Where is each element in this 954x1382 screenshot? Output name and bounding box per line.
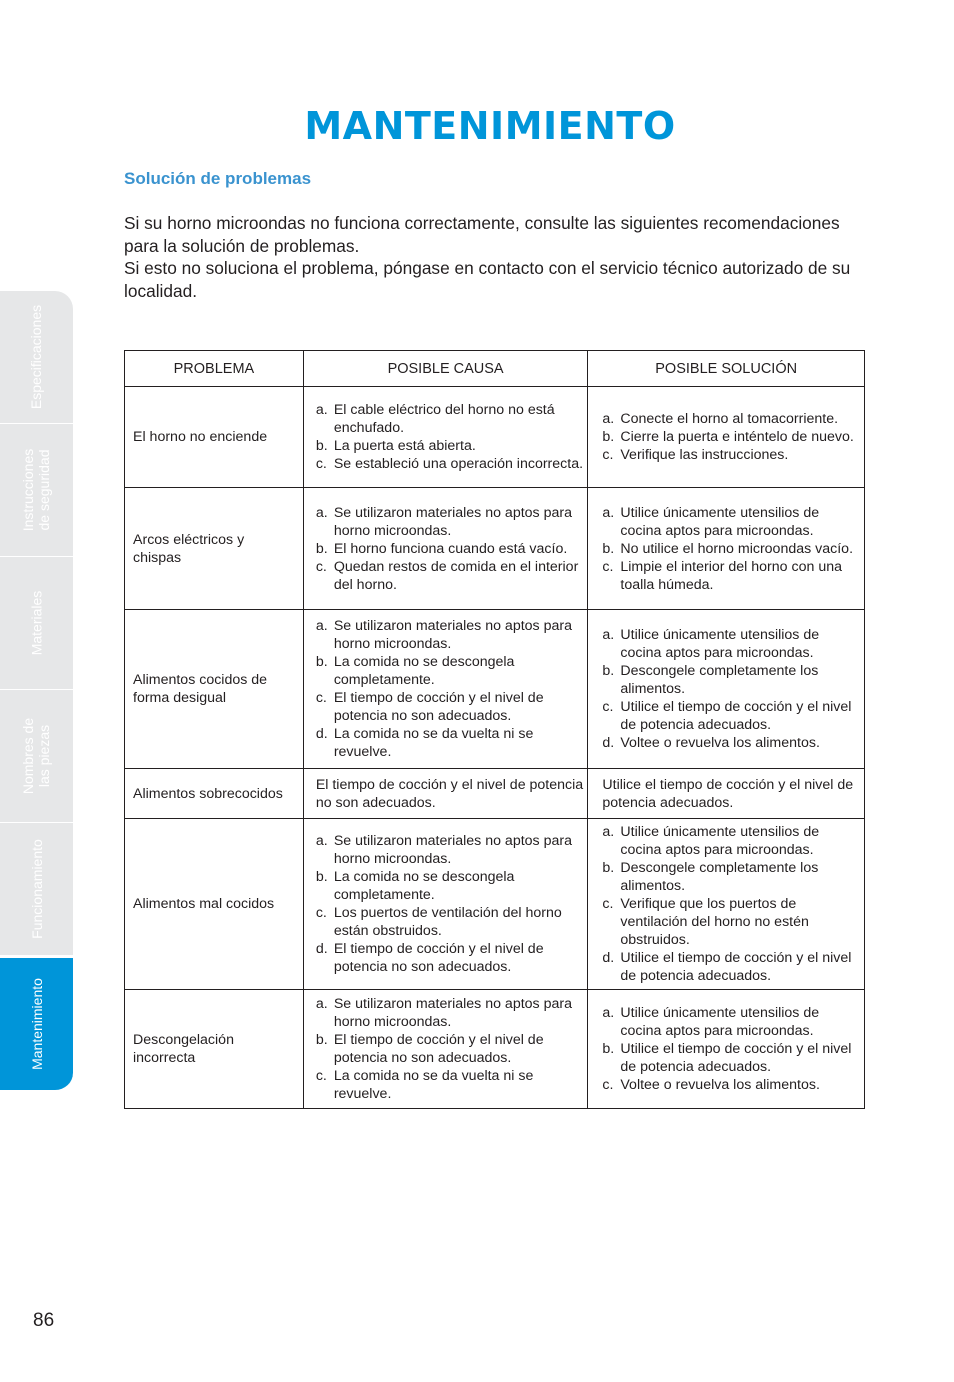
cause-list [316, 504, 584, 594]
list-item-marker: b. [602, 860, 615, 876]
page-number: 86 [33, 1310, 55, 1331]
list-item-text: Se utilizaron materiales no aptos para horno microondas. [333, 504, 572, 539]
header-posible-solucion: POSIBLE SOLUCIÓN [588, 351, 865, 387]
list-item [316, 617, 584, 653]
list-item [316, 437, 584, 455]
troubleshooting-table [124, 350, 865, 1109]
cause-list [316, 832, 584, 976]
list-item-text: La comida no se descongela completamente. [333, 654, 515, 688]
list-item [602, 428, 860, 446]
cause-list [316, 617, 584, 761]
list-item [602, 895, 860, 949]
list-item-marker: a. [315, 504, 328, 521]
list-item [316, 689, 584, 725]
side-navigation [0, 291, 73, 1091]
solution-cell [588, 610, 865, 769]
list-item-marker: b. [315, 654, 328, 670]
list-item-text: Utilice únicamente utensilios de cocina aptos para microondas. [620, 1005, 820, 1039]
list-item-text: El tiempo de cocción y el nivel de potencia no son adecuados. [333, 941, 544, 975]
solution-list [602, 410, 860, 464]
list-item-text: El tiempo de cocción y el nivel de potencia no son adecuados. [333, 690, 544, 724]
solution-cell [588, 387, 865, 488]
problem-cell: Alimentos sobrecocidos [125, 769, 304, 819]
list-item-text: Utilice únicamente utensilios de cocina aptos para microondas. [620, 627, 820, 661]
list-item [316, 1031, 584, 1067]
list-item-text: La comida no se descongela completamente. [333, 869, 515, 903]
list-item-marker: b. [602, 1041, 615, 1057]
solution-cell [588, 819, 865, 990]
list-item-text: La puerta está abierta. [333, 438, 476, 454]
list-item-text: Conecte el horno al tomacorriente. [620, 411, 839, 427]
list-item-text: La comida no se da vuelta ni se revuelve. [333, 1068, 534, 1102]
list-item-text: Cierre la puerta e inténtelo de nuevo. [620, 429, 854, 445]
table-header-row [125, 351, 865, 387]
list-item [316, 725, 584, 761]
list-item [602, 1004, 860, 1040]
list-item [602, 734, 860, 752]
list-item-text: El horno funciona cuando está vacío. [333, 540, 568, 557]
list-item-text: Descongele completamente los alimentos. [620, 663, 819, 697]
list-item [316, 401, 584, 437]
list-item-text: El tiempo de cocción y el nivel de potencia no son adecuados. [333, 1032, 544, 1066]
problem-cell: Arcos eléctricos y chispas [125, 488, 304, 610]
solution-cell [588, 488, 865, 610]
list-item-marker: b. [315, 1032, 328, 1048]
list-item-text: Descongele completamente los alimentos. [620, 860, 819, 894]
list-item-marker: c. [602, 699, 614, 715]
side-tab-label: Nombres de las piezas [20, 717, 53, 795]
solution-cell [588, 990, 865, 1109]
list-item-text: El cable eléctrico del horno no está enchufado. [333, 402, 555, 436]
list-item-marker: a. [602, 411, 615, 427]
cause-cell [303, 610, 588, 769]
list-item-text: Voltee o revuelva los alimentos. [620, 735, 820, 751]
list-item [602, 662, 860, 698]
intro-text [124, 212, 864, 302]
side-tab-label: Materiales [28, 590, 45, 656]
table-row [125, 610, 865, 769]
list-item [602, 949, 860, 985]
list-item [316, 504, 584, 540]
list-item-marker: c. [602, 558, 614, 575]
list-item [602, 540, 860, 558]
list-item-marker: b. [315, 438, 328, 454]
problem-cell: El horno no enciende [125, 387, 304, 488]
side-tab-label: Instrucciones de seguridad [20, 448, 53, 532]
list-item [602, 859, 860, 895]
list-item [316, 832, 584, 868]
list-item [316, 940, 584, 976]
list-item-marker: d. [602, 735, 615, 751]
list-item-marker: a. [602, 504, 615, 521]
list-item-marker: a. [602, 627, 615, 643]
list-item-marker: b. [315, 540, 328, 557]
list-item [602, 1040, 860, 1076]
list-item-text: La comida no se da vuelta ni se revuelve. [333, 726, 534, 760]
list-item [602, 626, 860, 662]
cause-cell [303, 387, 588, 488]
table-row [125, 819, 865, 990]
list-item-marker: c. [602, 896, 614, 912]
list-item-text: Limpie el interior del horno con una toalla húmeda. [620, 558, 842, 593]
list-item-text: Voltee o revuelva los alimentos. [620, 1077, 820, 1093]
side-tab-label: Funcionamiento [28, 839, 45, 939]
list-item-marker: a. [315, 618, 328, 634]
table-row [125, 769, 865, 819]
cause-cell: El tiempo de cocción y el nivel de potencia no son adecuados. [303, 769, 588, 819]
list-item-text: Se estableció una operación incorrecta. [333, 456, 584, 472]
side-tab-especificaciones[interactable] [0, 291, 73, 424]
list-item-marker: c. [315, 905, 327, 921]
list-item-marker: b. [602, 540, 615, 557]
list-item-marker: a. [315, 402, 328, 418]
list-item-marker: d. [315, 726, 328, 742]
list-item [316, 995, 584, 1031]
solution-list [602, 626, 860, 752]
cause-cell [303, 819, 588, 990]
list-item-text: Verifique que los puertos de ventilación del horno no estén obstruidos. [620, 896, 809, 948]
list-item [602, 504, 860, 540]
side-tab-materiales[interactable] [0, 557, 73, 690]
intro-paragraph: Si esto no soluciona el problema, póngase en contacto con el servicio técnico autorizado de su localidad. [124, 258, 851, 301]
list-item [316, 540, 584, 558]
list-item-marker: a. [602, 1005, 615, 1021]
list-item-text: No utilice el horno microondas vacío. [620, 540, 854, 557]
list-item-marker: c. [315, 1068, 327, 1084]
list-item [602, 446, 860, 464]
table-row [125, 387, 865, 488]
side-tab-funcionamiento[interactable] [0, 823, 73, 956]
list-item [316, 653, 584, 689]
list-item-marker: b. [602, 663, 615, 679]
list-item [316, 558, 584, 594]
list-item [316, 1067, 584, 1103]
list-item-text: Quedan restos de comida en el interior del horno. [333, 558, 579, 593]
list-item-marker: a. [315, 833, 328, 849]
problem-cell: Alimentos mal cocidos [125, 819, 304, 990]
list-item-marker: c. [315, 456, 327, 472]
list-item-marker: c. [315, 558, 327, 575]
list-item [602, 1076, 860, 1094]
list-item-marker: b. [315, 869, 328, 885]
list-item-text: Se utilizaron materiales no aptos para horno microondas. [333, 618, 572, 652]
list-item-marker: c. [315, 690, 327, 706]
list-item-text: Se utilizaron materiales no aptos para horno microondas. [333, 996, 572, 1030]
intro-paragraph: Si su horno microondas no funciona correctamente, consulte las siguientes recomendaciones para la solución de problemas. [124, 213, 840, 256]
problem-cell: Descongelación incorrecta [125, 990, 304, 1109]
table-row [125, 990, 865, 1109]
list-item [316, 904, 584, 940]
cause-list [316, 995, 584, 1103]
list-item-text: Verifique las instrucciones. [620, 447, 789, 463]
list-item-marker: a. [602, 824, 615, 840]
list-item-text: Utilice únicamente utensilios de cocina aptos para microondas. [620, 504, 820, 539]
list-item-marker: d. [602, 950, 615, 966]
list-item [316, 455, 584, 473]
list-item-text: Utilice el tiempo de cocción y el nivel de potencia adecuados. [620, 699, 852, 733]
list-item-marker: b. [602, 429, 615, 445]
header-posible-causa: POSIBLE CAUSA [303, 351, 588, 387]
list-item [602, 823, 860, 859]
list-item [602, 410, 860, 428]
solution-list [602, 823, 860, 985]
section-subtitle: Solución de problemas [124, 169, 312, 188]
list-item [602, 698, 860, 734]
problem-cell: Alimentos cocidos de forma desigual [125, 610, 304, 769]
list-item [316, 868, 584, 904]
list-item-text: Utilice el tiempo de cocción y el nivel de potencia adecuados. [620, 1041, 852, 1075]
table-body [125, 387, 865, 1109]
side-tab-instrucciones-de-seguridad[interactable] [0, 424, 73, 557]
table-row [125, 488, 865, 610]
list-item-text: Utilice únicamente utensilios de cocina aptos para microondas. [620, 824, 820, 858]
side-tab-label: Especificaciones [28, 304, 45, 410]
solution-list [602, 504, 860, 594]
solution-list [602, 1004, 860, 1094]
side-tab-mantenimiento[interactable] [0, 958, 73, 1091]
header-problema: PROBLEMA [125, 351, 304, 387]
list-item-marker: d. [315, 941, 328, 957]
page-title: MANTENIMIENTO [304, 104, 676, 148]
list-item-text: Se utilizaron materiales no aptos para horno microondas. [333, 833, 572, 867]
list-item-marker: a. [315, 996, 328, 1012]
cause-cell [303, 990, 588, 1109]
list-item-marker: c. [602, 1077, 614, 1093]
list-item-text: Utilice el tiempo de cocción y el nivel de potencia adecuados. [620, 950, 852, 984]
solution-cell: Utilice el tiempo de cocción y el nivel de potencia adecuados. [588, 769, 865, 819]
cause-list [316, 401, 584, 473]
list-item [602, 558, 860, 594]
side-tab-label: Mantenimiento [28, 978, 45, 1070]
cause-cell [303, 488, 588, 610]
list-item-marker: c. [602, 447, 614, 463]
list-item-text: Los puertos de ventilación del horno están obstruidos. [333, 905, 562, 939]
side-tab-nombres-de-las-piezas[interactable] [0, 690, 73, 823]
